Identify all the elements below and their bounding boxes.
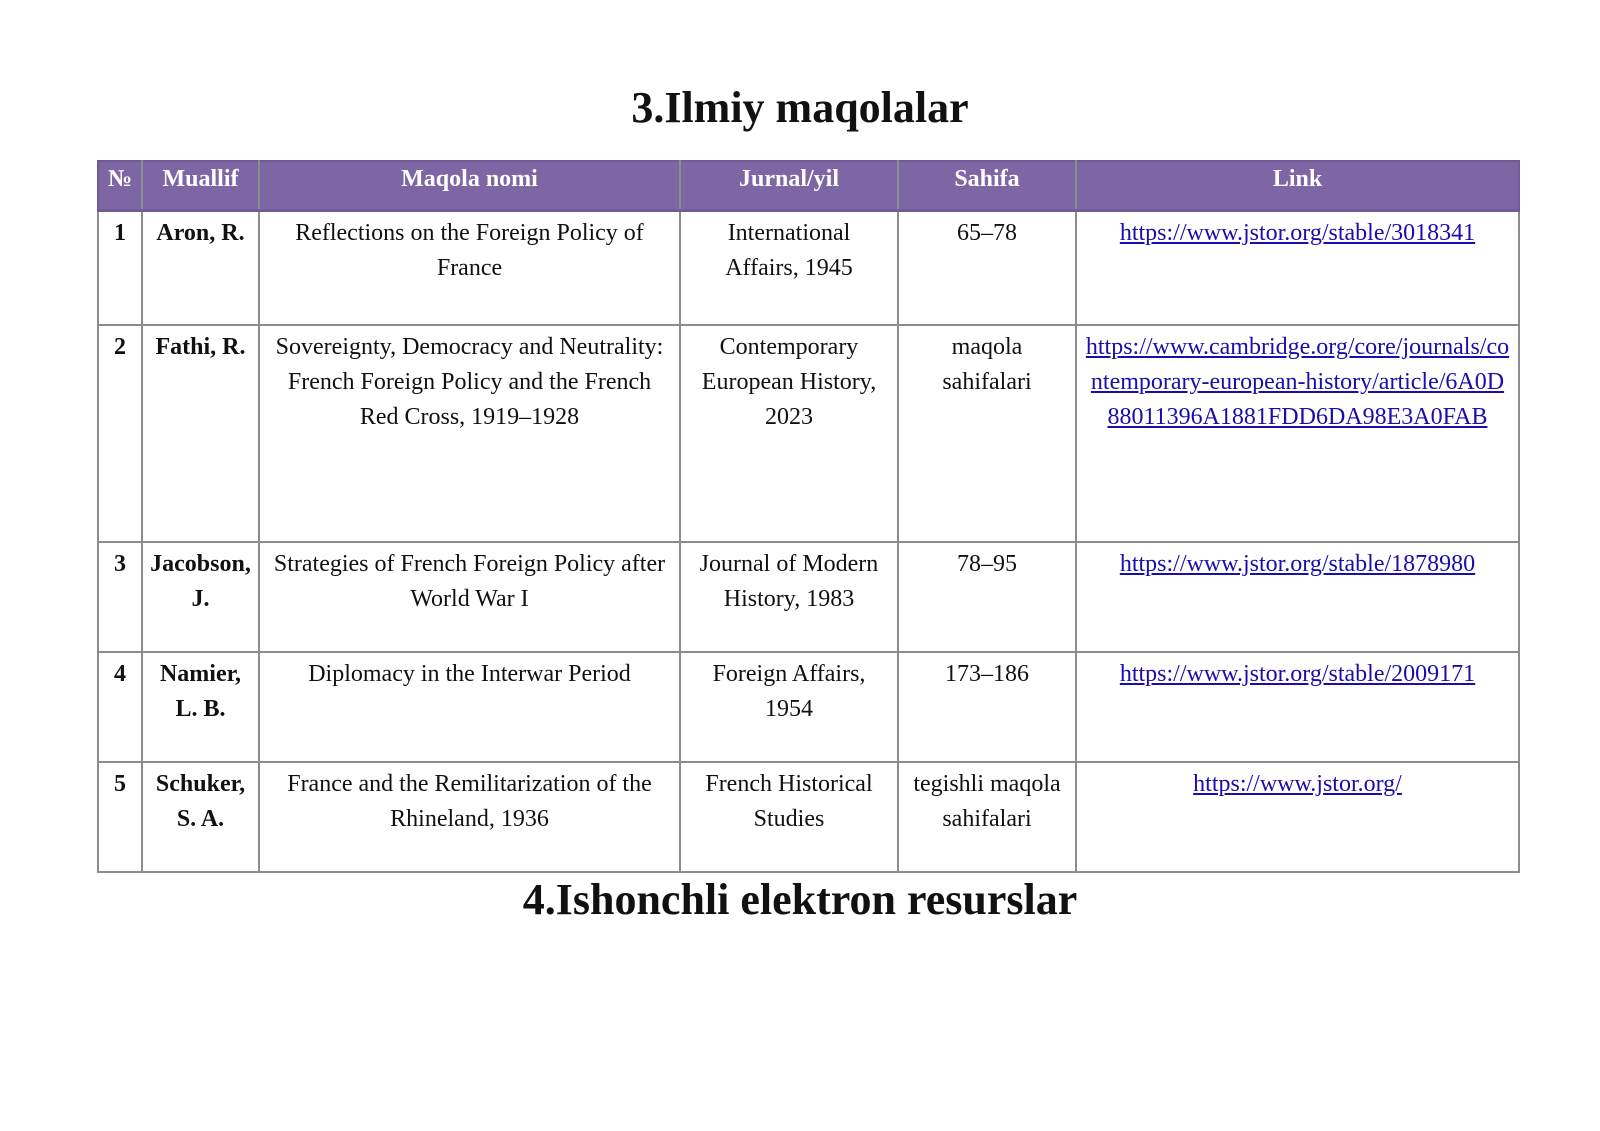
row-number: 1 [98, 211, 142, 326]
row-number: 4 [98, 652, 142, 762]
section-heading-articles: 3.Ilmiy maqolalar [631, 83, 969, 132]
row-title: Reflections on the Foreign Policy of France [259, 211, 680, 326]
row-title: France and the Remilitarization of the Rhineland, 1936 [259, 762, 680, 872]
row-pages: maqola sahifalari [898, 325, 1076, 542]
row-pages: 173–186 [898, 652, 1076, 762]
header-row [98, 161, 1519, 211]
row-journal-year: Journal of Modern History, 1983 [680, 542, 898, 652]
row-title: Sovereignty, Democracy and Neutrality: French Foreign Policy and the French Red Cross, 1919–1928 [259, 325, 680, 542]
row-link[interactable]: https://www.jstor.org/stable/1878980 [1119, 551, 1476, 577]
row-journal-year: Contemporary European History, 2023 [680, 325, 898, 542]
column-header-pages: Sahifa [898, 161, 1076, 211]
row-link-cell [1076, 211, 1519, 326]
row-number: 2 [98, 325, 142, 542]
row-author: Fathi, R. [142, 325, 259, 542]
row-number: 5 [98, 762, 142, 872]
row-link[interactable]: https://www.jstor.org/ [1193, 771, 1402, 797]
row-link-cell [1076, 762, 1519, 872]
row-pages: tegishli maqola sahifalari [898, 762, 1076, 872]
row-author: Aron, R. [142, 211, 259, 326]
column-header-link: Link [1076, 161, 1519, 211]
row-link[interactable]: https://www.cambridge.org/core/journals/contemporary-european-history/article/6A0D88011396A1881FDD6DA98E3A0FAB [1085, 334, 1510, 430]
row-title: Diplomacy in the Interwar Period [259, 652, 680, 762]
row-number: 3 [98, 542, 142, 652]
row-link-cell [1076, 325, 1519, 542]
row-author: Jacobson, J. [142, 542, 259, 652]
row-link-cell [1076, 652, 1519, 762]
row-journal-year: Foreign Affairs, 1954 [680, 652, 898, 762]
row-link[interactable]: https://www.jstor.org/stable/2009171 [1119, 661, 1476, 687]
column-header-title: Maqola nomi [259, 161, 680, 211]
articles-table [97, 160, 1520, 873]
table-row [98, 325, 1519, 542]
column-header-author: Muallif [142, 161, 259, 211]
row-link[interactable]: https://www.jstor.org/stable/3018341 [1119, 220, 1476, 246]
row-pages: 65–78 [898, 211, 1076, 326]
row-author: Schuker, S. A. [142, 762, 259, 872]
row-journal-year: International Affairs, 1945 [680, 211, 898, 326]
row-pages: 78–95 [898, 542, 1076, 652]
table-row [98, 762, 1519, 872]
table-row [98, 652, 1519, 762]
table-row [98, 542, 1519, 652]
row-title: Strategies of French Foreign Policy after World War I [259, 542, 680, 652]
row-author: Namier, L. B. [142, 652, 259, 762]
table-body [98, 211, 1519, 873]
table-row [98, 211, 1519, 326]
row-journal-year: French Historical Studies [680, 762, 898, 872]
column-header-journal-year: Jurnal/yil [680, 161, 898, 211]
section-heading-electronic-resources: 4.Ishonchli elektron resurslar [522, 875, 1078, 924]
table-header [98, 161, 1519, 211]
column-header-number: № [98, 161, 142, 211]
row-link-cell [1076, 542, 1519, 652]
